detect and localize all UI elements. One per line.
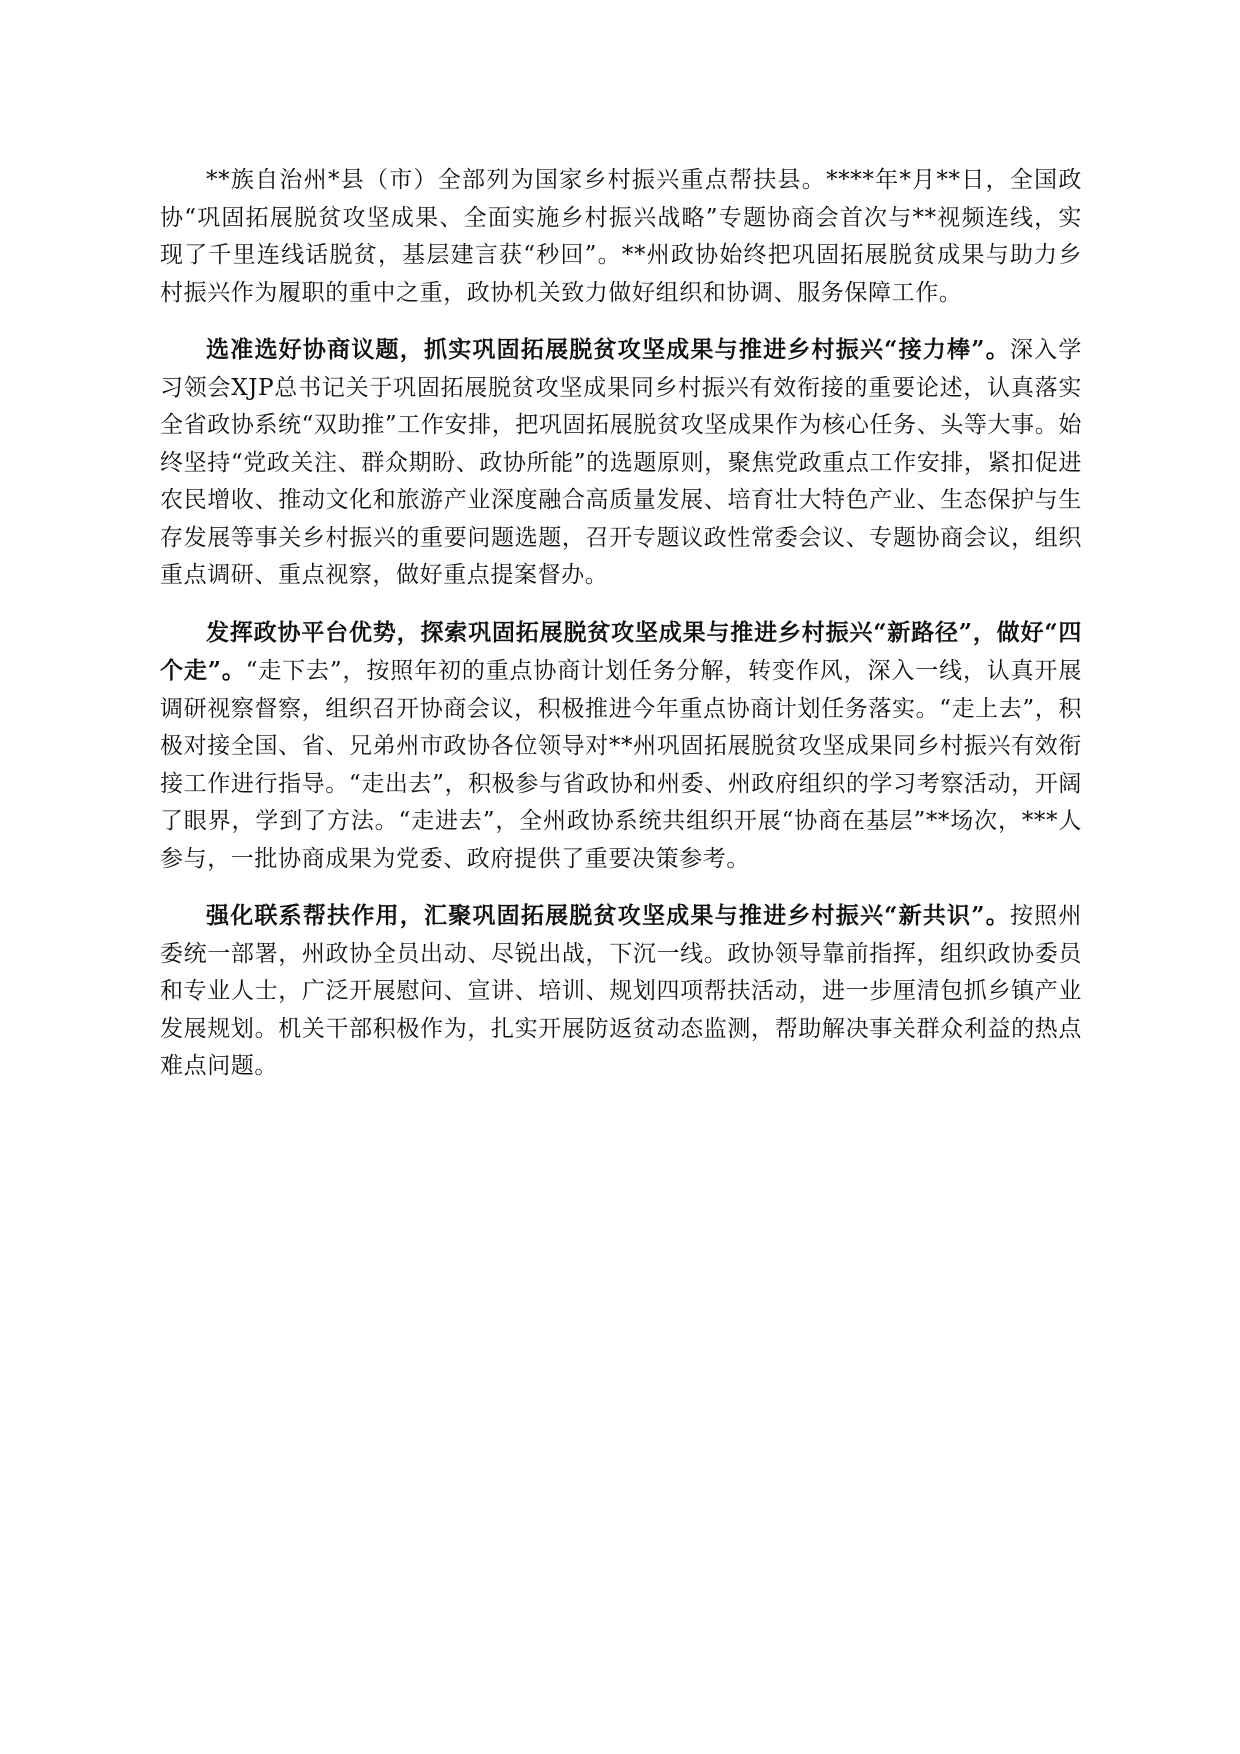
paragraph-platform [160,614,1082,879]
paragraph-text: 按照州委统一部署，州政协全员出动、尽锐出战，下沉一线。政协领导靠前指挥，组织政协委员和专业人士，广泛开展慰问、宣讲、培训、规划四项帮扶活动，进一步厘清包抓乡镇产业发展规划。机关干部积极作为，扎实开展防返贫动态监测，帮助解决事关群众利益的热点难点问题。 [160,903,1082,1079]
paragraph-text: 深入学习领会XJP总书记关于巩固拓展脱贫攻坚成果同乡村振兴有效衔接的重要论述，认真落实全省政协系统“双助推”工作安排，把巩固拓展脱贫攻坚成果作为核心任务、头等大事。始终坚持“党政关注、群众期盼、政协所能”的选题原则，聚焦党政重点工作安排，紧扣促进农民增收、推动文化和旅游产业深度融合高质量发展、培育壮大特色产业、生态保护与生存发展等事关乡村振兴的重要问题选题，召开专题议政性常委会议、专题协商会议，组织重点调研、重点视察，做好重点提案督办。 [160,337,1082,588]
paragraph-topics [160,331,1082,595]
paragraph-lead: 选准选好协商议题，抓实巩固拓展脱贫攻坚成果与推进乡村振兴“接力棒”。 [206,336,1010,363]
paragraph-lead: 强化联系帮扶作用，汇聚巩固拓展脱贫攻坚成果与推进乡村振兴“新共识”。 [206,902,1010,929]
paragraph-text: “走下去”，按照年初的重点协商计划任务分解，转变作风，深入一线，认真开展调研视察督察，组织召开协商会议，积极推进今年重点协商计划任务落实。“走上去”，积极对接全国、省、兄弟州市政协各位领导对**州巩固拓展脱贫攻坚成果同乡村振兴有效衔接工作进行指导。“走出去”，积极参与省政协和州委、州政府组织的学习考察活动，开阔了眼界，学到了方法。“走进去”，全州政协系统共组织开展“协商在基层”**场次，***人参与，一批协商成果为党委、政府提供了重要决策参考。 [160,658,1082,872]
document-body [160,161,1082,1105]
paragraph-lead: 发挥政协平台优势，探索巩固拓展脱贫攻坚成果与推进乡村振兴“新路径”，做好“四个走”。 [160,618,1082,684]
paragraph-text: **族自治州*县（市）全部列为国家乡村振兴重点帮扶县。****年*月**日，全国政协“巩固拓展脱贫攻坚成果、全面实施乡村振兴战略”专题协商会首次与**视频连线，实现了千里连线话脱贫，基层建言获“秒回”。**州政协始终把巩固拓展脱贫成果与助力乡村振兴作为履职的重中之重，政协机关致力做好组织和协调、服务保障工作。 [160,167,1082,306]
paragraph-assistance [160,897,1082,1086]
paragraph-intro [160,161,1082,312]
